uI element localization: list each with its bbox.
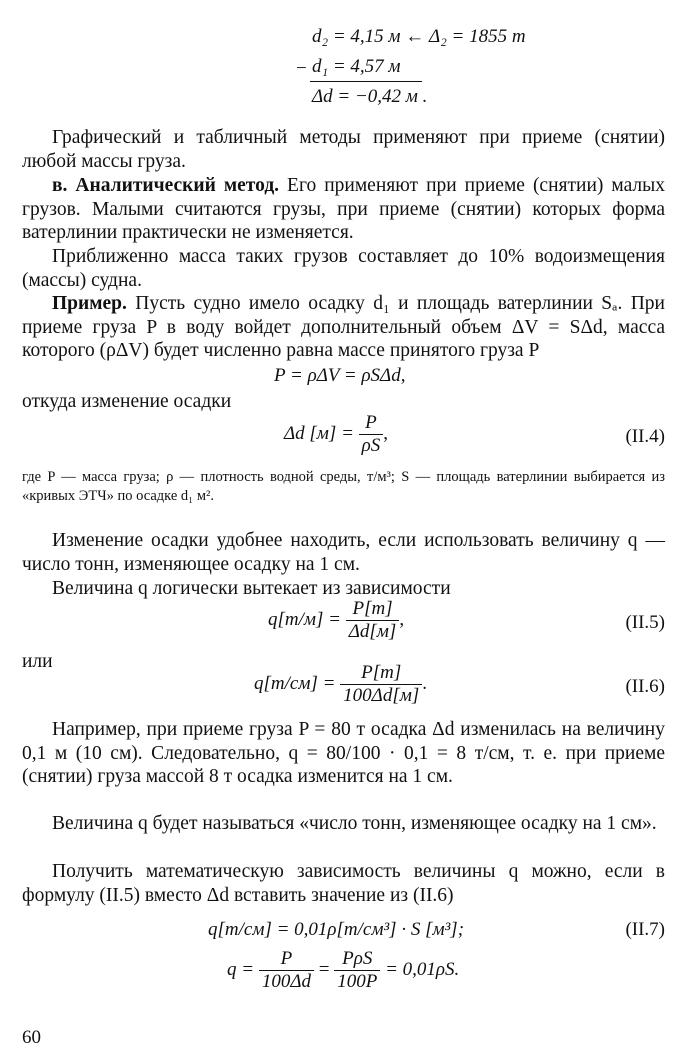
equation-II-4: Δd [м] = $\frac{P}{\rho S}$ ,: [284, 412, 389, 456]
equation-p: P = ρΔV = ρSΔd,: [274, 365, 406, 386]
equation-final: q = $\frac{P}{100\Delta d}$ = $\frac{\text{PρS}}{100P}$ = 0,01ρS.: [227, 948, 460, 992]
equation-II-6: q[т/см] = $\frac{P[т]}{100\Delta d[м]}$ .: [254, 662, 427, 706]
paragraph-10: Получить математическую зависимость величины q можно, если в формулу (II.5) вместо Δd вставить значение из (II.6): [22, 861, 665, 906]
paragraph-4: [22, 292, 665, 363]
calc-line-1: d₂ = 4,15 м ← Δ₂ = 1855 т: [312, 26, 526, 47]
equation-label-II-4: (II.4): [625, 426, 665, 447]
paragraph-2-text: Его применяют при приеме (снятии) малых грузов. Малыми считаются грузы, при приеме (снятии) которых форма ватерлинии практически не изменяется.: [22, 175, 665, 243]
paragraph-8: Например, при приеме груза P = 80 т осадка Δd изменилась на величину 0,1 м (10 см). Следовательно, q = 80/100 · 0,1 = 8 т/см, т. е. при приеме (снятии) груза массой 8 т осадка изменится на 1 см.: [22, 719, 665, 787]
paragraph-4-text: Пусть судно имело осадку d₁ и площадь ватерлинии Sₐ. При приеме груза P в воду войдет дополнительный объем ΔV = SΔd, масса которого (ρΔV) будет численно равна массе принятого груза P: [22, 293, 665, 361]
calc-line-3: Δd = −0,42 м .: [312, 86, 428, 107]
equation-II-5: q[т/м] = $\frac{P[т]}{\Delta d[м]}$ ,: [268, 598, 405, 642]
footnote: где P — масса груза; ρ — плотность водной среды, т/м³; S — площадь ватерлинии выбирается из «кривых ЭТЧ» по осадке d₁ м².: [22, 469, 665, 504]
equation-label-II-7: (II.7): [625, 919, 665, 940]
calc-line-2: d₁ = 4,57 м: [312, 56, 401, 77]
paragraph-2: [22, 174, 665, 245]
example-label: Пример.: [52, 293, 127, 314]
calc-rule: [310, 81, 422, 82]
paragraph-5: откуда изменение осадки: [22, 391, 232, 412]
or-text: или: [22, 651, 53, 672]
paragraph-9: Величина q будет называться «число тонн, изменяющее осадку на 1 см».: [52, 813, 657, 834]
page-number: 60: [22, 1027, 41, 1048]
paragraph-3: Приближенно масса таких грузов составляет до 10% водоизмещения (массы) судна.: [22, 246, 665, 291]
section-heading: в. Аналитический метод.: [52, 175, 280, 196]
equation-label-II-5: (II.5): [625, 612, 665, 633]
equation-II-7: q[т/см] = 0,01ρ[т/см³] · S [м³];: [208, 919, 465, 940]
paragraph-6: Изменение осадки удобнее находить, если использовать величину q — число тонн, изменяющее осадку на 1 см.: [22, 530, 665, 575]
paragraph-1: Графический и табличный методы применяют при приеме (снятии) любой массы груза.: [22, 127, 665, 172]
calc-minus: −: [296, 58, 307, 79]
equation-label-II-6: (II.6): [625, 676, 665, 697]
paragraph-7: Величина q логически вытекает из зависимости: [52, 578, 451, 599]
